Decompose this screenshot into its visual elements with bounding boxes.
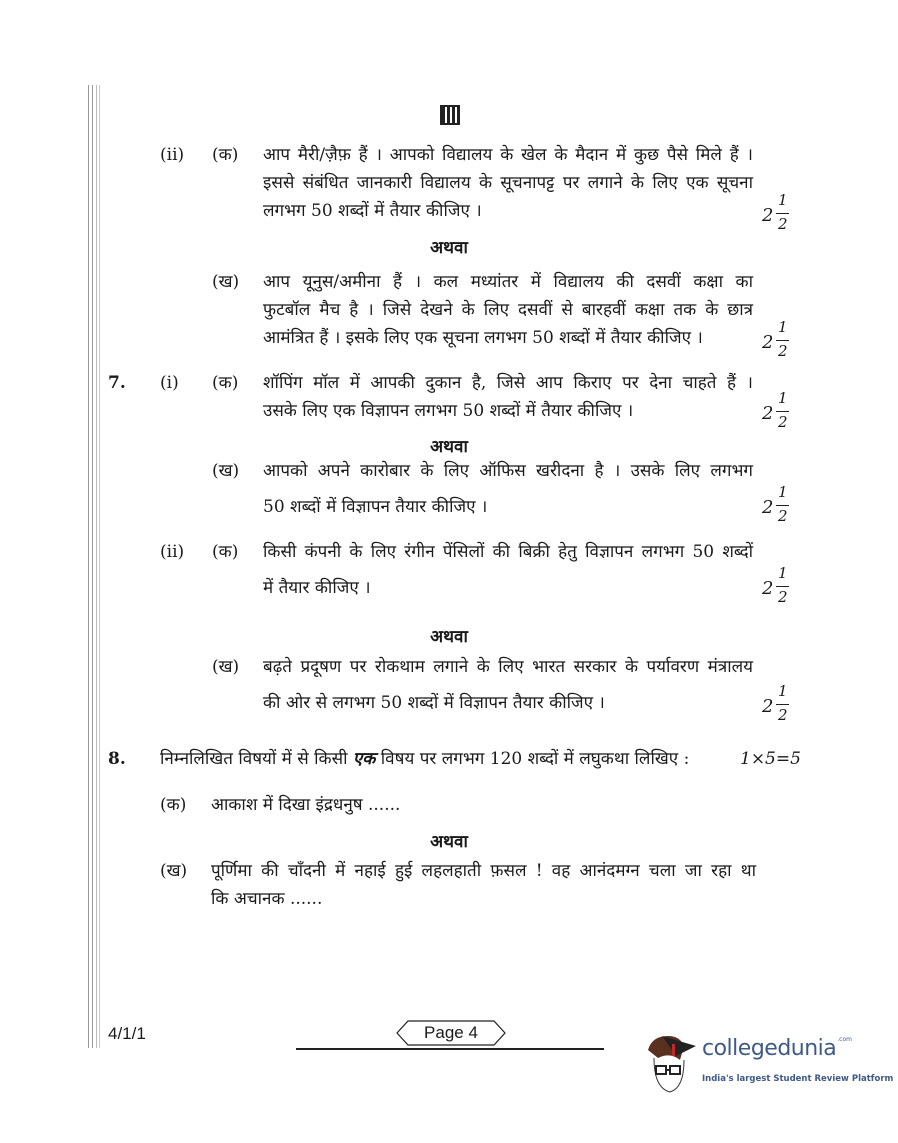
- question-text-block: [263, 657, 753, 729]
- question-text: इससे संबंधित जानकारी विद्यालय के सूचनापट्ट पर लगाने के लिए एक सूचना: [263, 173, 753, 193]
- marks: 2 1 2: [762, 191, 788, 233]
- margin-line: [88, 85, 89, 1048]
- marks: 2 1 2: [762, 318, 788, 360]
- option-label: (ख): [160, 861, 188, 881]
- marks: 2 1 2: [762, 483, 788, 525]
- mascot-icon: [640, 1030, 700, 1105]
- question-text-block: [263, 542, 753, 614]
- marks: 2 1 2: [762, 564, 788, 606]
- marks: 2 1 2: [762, 682, 788, 724]
- marks: 1×5=5: [740, 749, 801, 769]
- question-text: फुटबॉल मैच है । जिसे देखने के लिए दसवीं से बारहवीं कक्षा तक के छात्र: [263, 300, 753, 320]
- question-text: आकाश में दिखा इंद्रधनुष ......: [211, 795, 401, 815]
- question-text: किसी कंपनी के लिए रंगीन पेंसिलों की बिक्री हेतु विज्ञापन लगभग 50 शब्दों: [263, 542, 753, 562]
- option-label: (क): [160, 795, 187, 815]
- brand-tagline: India's largest Student Review Platform: [702, 1074, 894, 1084]
- question-text: उसके लिए एक विज्ञापन लगभग 50 शब्दों में तैयार कीजिए ।: [263, 401, 634, 421]
- margin-line: [99, 85, 100, 1048]
- option-label: (क): [212, 145, 239, 165]
- question-text-block: [211, 861, 756, 909]
- question-text: कि अचानक ......: [211, 889, 323, 909]
- margin-line: [92, 85, 93, 1048]
- option-label: (ख): [212, 657, 240, 677]
- brand-name: collegedunia$^{.com}$: [702, 1036, 852, 1061]
- question-text: आपको अपने कारोबार के लिए ऑफिस खरीदना है । उसके लिए लगभग: [263, 461, 753, 481]
- or-separator: अथवा: [430, 238, 468, 258]
- question-text-block: [263, 461, 753, 533]
- question-text: आप यूनुस/अमीना हैं । कल मध्यांतर में विद्यालय की दसवीं कक्षा का: [263, 272, 753, 292]
- option-label: (ख): [212, 272, 240, 292]
- question-number: 8.: [108, 749, 126, 769]
- question-text: 50 शब्दों में विज्ञापन तैयार कीजिए ।: [263, 497, 488, 517]
- subquestion-number: (ii): [160, 542, 185, 562]
- question-text: आप मैरी/ज़ैफ़ हैं । आपको विद्यालय के खेल के मैदान में कुछ पैसे मिले हैं ।: [263, 145, 753, 165]
- question-text-block: [263, 373, 753, 421]
- question-text: बढ़ते प्रदूषण पर रोकथाम लगाने के लिए भारत सरकार के पर्यावरण मंत्रालय: [263, 657, 753, 677]
- paper-code: 4/1/1: [108, 1024, 146, 1043]
- qr-code-icon: [440, 105, 460, 125]
- question-text: में तैयार कीजिए ।: [263, 578, 371, 598]
- question-text-block: [263, 145, 753, 221]
- option-label: (क): [212, 373, 239, 393]
- footer-rule: [296, 1048, 604, 1050]
- subquestion-number: (i): [160, 373, 179, 393]
- question-text: निम्नलिखित विषयों में से किसी एक विषय पर लगभग 120 शब्दों में लघुकथा लिखिए :: [160, 749, 690, 769]
- page-number: Page 4: [396, 1020, 506, 1046]
- or-separator: अथवा: [430, 437, 468, 457]
- subquestion-number: (ii): [160, 145, 185, 165]
- or-separator: अथवा: [430, 627, 468, 647]
- margin-line: [96, 85, 97, 1048]
- question-text-block: [263, 272, 753, 348]
- question-number: 7.: [108, 373, 126, 393]
- or-separator: अथवा: [430, 832, 468, 852]
- option-label: (क): [212, 542, 239, 562]
- question-text: लगभग 50 शब्दों में तैयार कीजिए ।: [263, 201, 482, 221]
- option-label: (ख): [212, 461, 240, 481]
- question-text: की ओर से लगभग 50 शब्दों में विज्ञापन तैयार कीजिए ।: [263, 693, 605, 713]
- marks: 2 1 2: [762, 389, 788, 431]
- question-text: आमंत्रित हैं । इसके लिए एक सूचना लगभग 50 शब्दों में तैयार कीजिए ।: [263, 328, 703, 348]
- collegedunia-logo: [640, 1030, 898, 1105]
- question-text: शॉपिंग मॉल में आपकी दुकान है, जिसे आप किराए पर देना चाहते हैं ।: [263, 373, 753, 393]
- question-text: पूर्णिमा की चाँदनी में नहाई हुई लहलहाती फ़सल ! वह आनंदमग्न चला जा रहा था: [211, 861, 756, 881]
